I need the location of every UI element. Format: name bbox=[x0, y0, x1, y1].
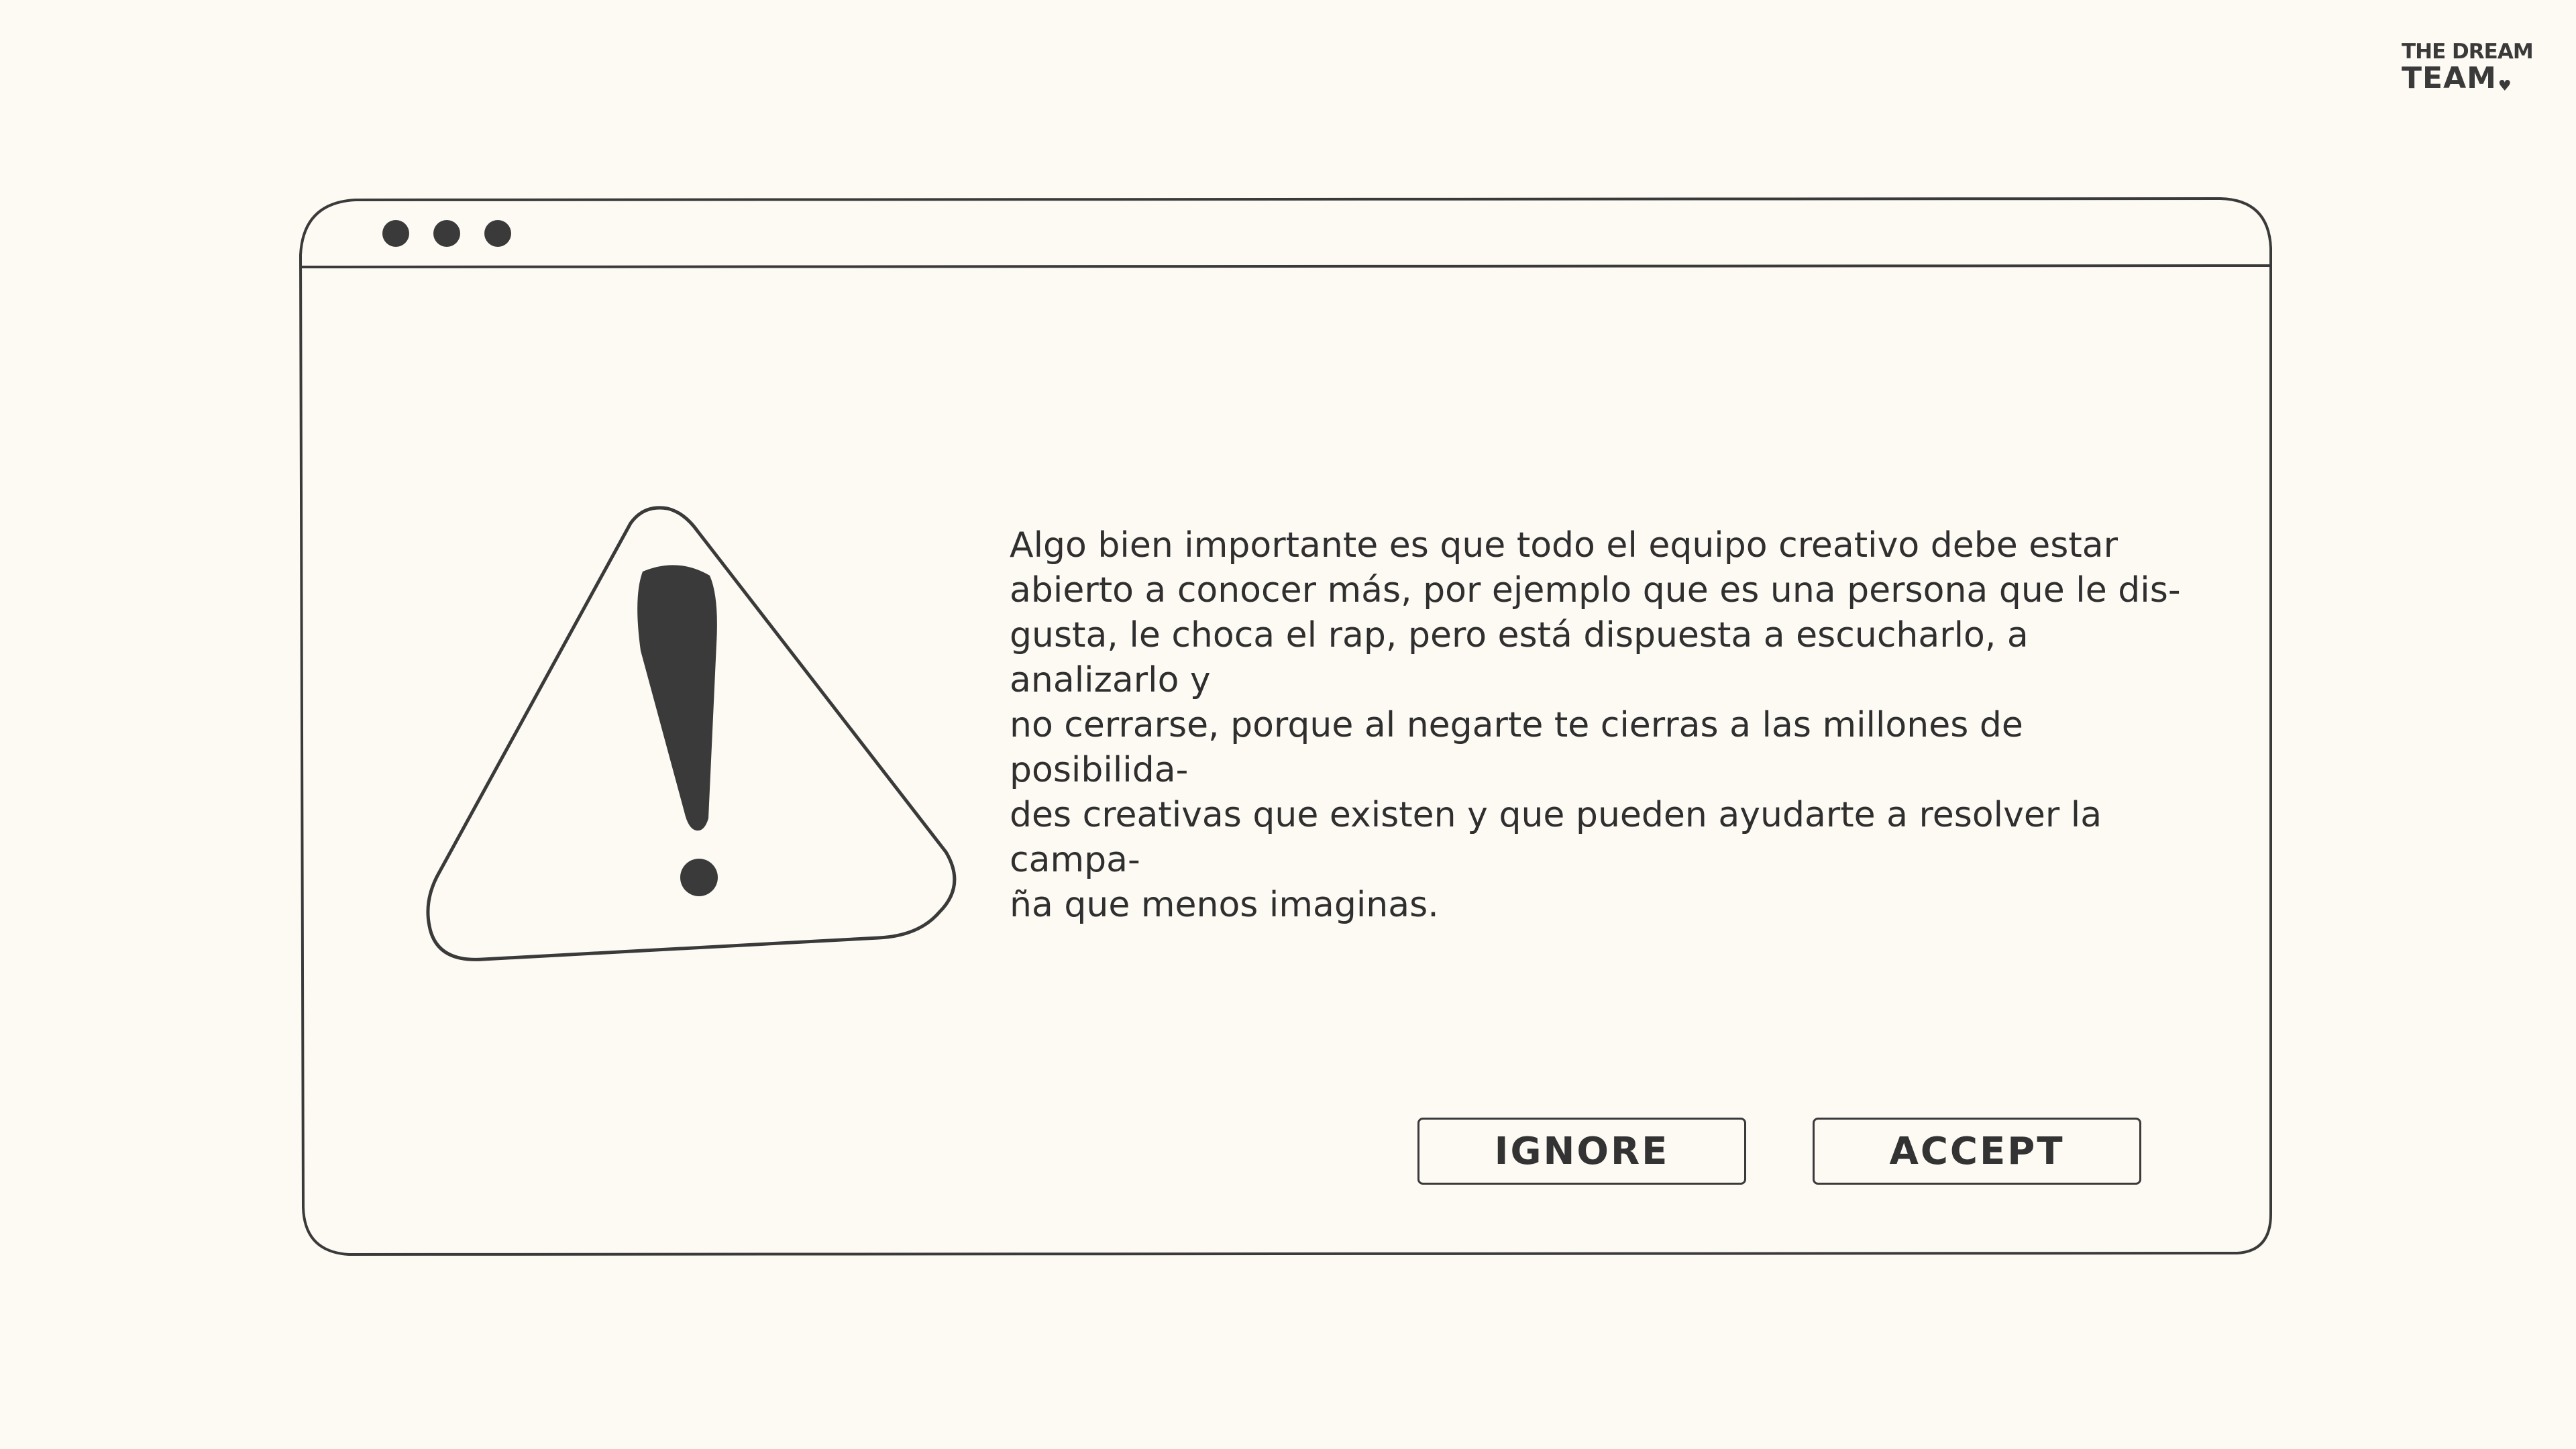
accept-button[interactable]: ACCEPT bbox=[1813, 1118, 2141, 1185]
title-bar-divider bbox=[301, 266, 2270, 267]
window-dot-icon[interactable] bbox=[382, 220, 409, 247]
brand-logo-line2 bbox=[2402, 61, 2522, 95]
brand-logo-word: TEAM bbox=[2402, 61, 2497, 95]
dialog-message: Algo bien importante es que todo el equipo creativo debe estar abierto a conocer más, por ejemplo que es una persona que le dis- gusta, le choca el rap, pero está dispuesta a escucharlo, a analizarlo y no cerrarse, porque al negarte te cierras a las millones de posibilida- des creativas que existen y que pueden ayudarte a resolver la campa- ña que menos imaginas. bbox=[1010, 525, 2181, 925]
warning-icon bbox=[409, 496, 973, 966]
heart-icon: ♥ bbox=[2498, 78, 2512, 95]
window-controls bbox=[382, 220, 511, 247]
window-dot-icon[interactable] bbox=[484, 220, 511, 247]
brand-logo-line1: THE DREAM bbox=[2402, 40, 2533, 64]
brand-logo bbox=[2402, 40, 2533, 95]
window-dot-icon[interactable] bbox=[433, 220, 460, 247]
ignore-button[interactable]: IGNORE bbox=[1417, 1118, 1746, 1185]
